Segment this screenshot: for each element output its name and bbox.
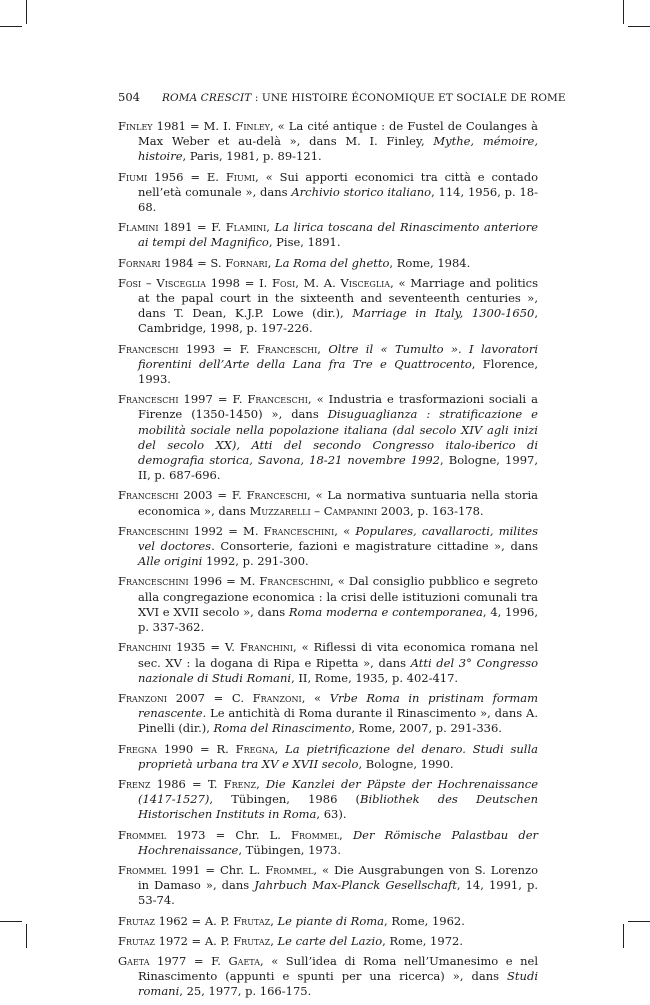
entry-text: , « Dal consiglio pubblico e segreto alla congregazione economica : la crisi delle istituzioni comunali tra XVI e XVII secolo », dans [138,574,538,619]
entry-text: , « La normativa suntuaria nella storia economica », dans [138,488,538,518]
author-name: Franzoni [252,690,302,705]
crop-mark [26,924,27,948]
bibliography-entry [118,934,538,949]
entry-text: , 4, 1996, p. 337-362. [138,604,538,635]
entry-text: , [266,220,275,235]
work-title: Marriage in Italy, 1300-1650 [352,306,535,321]
entry-text: 1981 = M. I. [152,119,236,133]
author-name: Franceschini [263,523,335,538]
author-name: Franchini [118,640,172,655]
author-name: Fiumi [118,169,148,184]
work-title: La lirica toscana del Rinascimento anteriore ai tempi del Magnifico [138,220,539,250]
entry-text: , Tübingen, 1986 ( [209,792,361,807]
running-title [162,92,566,104]
entry-text: , Paris, 1981, p. 89-121. [182,149,322,164]
crop-mark [628,921,650,922]
crop-mark [26,0,27,24]
work-title: Oltre il « Tumulto ». I lavoratori fiorentini dell’Arte della Lana fra Tre e Quattrocento [138,341,539,371]
entry-text: , « [301,690,330,705]
work-title: Bibliothek des Deutschen Historischen Instituts in Roma [138,792,538,822]
work-title: Alle origini [138,554,203,569]
entry-text: , [267,255,276,270]
author-name: Franceschi [256,341,318,356]
bibliography-list [118,119,538,1005]
work-title: Atti del 3° Congresso nazionale di Studi Romani [138,655,538,685]
work-title: Roma moderna e contemporanea [288,604,483,619]
bibliography-entry [118,914,538,929]
work-title: Jahrbuch Max-Planck Gesellschaft [254,878,457,893]
running-title-italic: ROMA CRESCIT [162,92,252,104]
entry-text: , 14, 1991, p. 53-74. [138,878,538,908]
entry-text: , « Marriage and politics at the papal court in the sixteenth and seventeenth centuries », dans T. Dean, K.J.P. Lowe (dir.), [138,275,538,321]
entry-text: , [317,341,329,356]
bibliography-entry [118,220,538,250]
bibliography-entry [118,828,538,858]
work-title: Vrbe Roma in pristinam formam renascente [138,690,538,721]
author-name: Muzzarelli – Campanini [249,503,378,518]
author-name: Gaeta [228,953,260,968]
entry-text: , [274,741,286,756]
author-name: Fregna [118,741,158,756]
entry-text: , « Sui apporti economici tra città e contado nell’età comunale », dans [138,169,539,199]
entry-text: 1992 = M. [188,523,264,538]
entry-text: , « Riflessi di vita economica romana nel sec. XV : la dogana di Ripa e Ripetta », dans [138,640,539,670]
author-name: Franceschi [247,392,308,407]
bibliography-entry [118,640,538,686]
entry-text: , « Die Ausgrabungen von S. Lorenzo in Damaso », dans [138,862,538,893]
entry-text: , [270,933,278,948]
entry-text: , Rome, 1984. [389,255,471,270]
work-title: La pietrificazione del denaro. Studi sulla proprietà urbana tra XV e XVII secolo [138,741,539,771]
entry-text: . Consorterie, fazioni e magistrature cittadine », dans [211,539,538,554]
entry-text: , « Sull’idea di Roma nell’Umanesimo e nel Rinascimento (appunti e spunti per una ricerca) », dans [138,953,539,984]
running-title-rest: : UNE HISTOIRE ÉCONOMIQUE ET SOCIALE DE ROME [251,92,566,104]
author-name: Fornari [118,255,161,270]
bibliography-entry [118,742,538,772]
work-title: Roma del Rinascimento [213,721,352,736]
entry-text: , II, Rome, 1935, p. 402-417. [291,670,459,685]
entry-text: , Rome, 1972. [382,933,463,948]
entry-text: 1891 = F. [158,220,226,235]
author-name: Fregna [235,741,275,756]
bibliography-entry [118,691,538,737]
entry-text: 1972 = A. P. [154,933,234,948]
entry-text: 2003 = F. [178,488,247,503]
entry-text: , Florence, 1993. [138,356,538,387]
crop-mark [0,921,22,922]
entry-text: 2007 = C. [167,690,253,705]
entry-text: 1993 = F. [178,341,257,356]
entry-text: 1956 = E. [147,169,226,184]
running-header [118,90,566,105]
author-name: Frutaz [118,913,155,928]
author-name: Frutaz [233,913,271,928]
author-name: Fiumi [225,169,256,184]
author-name: Fosi [272,275,296,290]
author-name: Frutaz [233,933,271,948]
author-name: Franchini [239,640,294,655]
entry-text: , Bologne, 1990. [358,756,454,771]
entry-text: , 114, 1956, p. 18-68. [138,184,539,215]
author-name: Franceschini [118,574,189,589]
entry-text: , Bologne, 1997, II, p. 687-696. [138,453,538,483]
entry-text: 1935 = V. [171,640,240,655]
bibliography-entry [118,954,538,1000]
entry-text: 1990 = R. [157,741,236,756]
bibliography-entry [118,574,538,635]
crop-mark [623,0,624,24]
bibliography-entry [118,488,538,518]
work-title: Studi romani [138,969,538,999]
entry-text: , 63). [316,807,347,822]
entry-text: 1962 = A. P. [154,913,234,928]
entry-text: 1991 = Chr. L. [166,862,266,877]
author-name: Frommel [265,862,314,877]
author-name: Franzoni [118,690,168,705]
work-title: Disuguaglianza : stratificazione e mobilità sociale nella popolazione italiana (dal secolo XIV agli inizi del secolo XX), Atti del secondo Congresso italo-iberico di demografia storica, Savona, 18-21 novembre 1992 [138,407,538,468]
author-name: Franceschi [118,488,179,503]
bibliography-entry [118,170,538,216]
author-name: Franceschini [259,574,331,589]
entry-text: 1998 = I. [205,275,273,290]
work-title: Die Kanzlei der Päpste der Hochrenaissance (1417-1527) [138,776,539,807]
author-name: Gaeta [118,953,150,968]
work-title: Le piante di Roma [277,913,385,928]
entry-text: , « La cité antique : de Fustel de Coulanges à Max Weber et au-delà », dans M. I. Finley, [138,119,538,149]
entry-text: 1984 = S. [160,255,226,270]
author-name: Visceglia [340,275,391,290]
author-name: Frommel [291,827,340,842]
entry-text: , Rome, 1962. [384,913,465,928]
entry-text: , [256,776,266,791]
entry-text: , « Industria e trasformazioni sociali a Firenze (1350-1450) », dans [138,392,538,422]
crop-mark [0,26,22,27]
entry-text: , [270,913,278,928]
author-name: Frommel [118,862,167,877]
author-name: Frutaz [118,933,155,948]
bibliography-entry [118,256,538,271]
author-name: Franceschini [118,523,189,538]
entry-text: 1977 = F. [149,953,229,968]
entry-text: , Cambridge, 1998, p. 197-226. [138,306,538,336]
author-name: Frenz [223,776,257,791]
author-name: Franceschi [118,392,179,407]
author-name: Franceschi [246,488,308,503]
entry-text: , [339,827,353,842]
work-title: Archivio storico italiano [291,184,432,199]
bibliography-entry [118,342,538,388]
author-name: Frommel [118,827,167,842]
work-title: Der Römische Palastbau der Hochrenaissance [138,827,539,857]
bibliography-entry [118,777,538,823]
entry-text: 1973 = Chr. L. [166,827,292,842]
entry-text: . Le antichità di Roma durante il Rinascimento », dans A. Pinelli (dir.), [138,706,538,736]
crop-mark [623,924,624,948]
entry-text: 2003, p. 163-178. [377,503,484,518]
author-name: Fornari [225,255,268,270]
author-name: Fosi – Visceglia [118,275,206,290]
entry-text: , Pise, 1891. [268,235,341,250]
bibliography-entry [118,119,538,165]
work-title: Le carte del Lazio [277,933,383,948]
bibliography-entry [118,863,538,909]
author-name: Frenz [118,776,151,791]
bibliography-entry [118,392,538,483]
author-name: Flamini [225,220,267,235]
entry-text: 1997 = F. [178,392,248,407]
author-name: Finley [118,119,153,133]
bibliography-entry [118,524,538,570]
entry-text: , M. A. [295,275,341,290]
crop-mark [628,26,650,27]
work-title: Mythe, mémoire, histoire [138,134,538,164]
entry-text: , Rome, 2007, p. 291-336. [351,721,502,736]
bibliography-entry [118,276,538,337]
work-title: Populares, cavallarocti, milites vel doctores [138,523,538,554]
entry-text: 1992, p. 291-300. [202,554,309,569]
author-name: Flamini [118,220,159,235]
page-number: 504 [118,90,140,104]
entry-text: , Tübingen, 1973. [238,842,342,857]
author-name: Finley [235,119,270,133]
entry-text: 1986 = T. [150,776,224,791]
entry-text: 1996 = M. [188,574,260,589]
entry-text: , 25, 1977, p. 166-175. [179,984,312,999]
work-title: La Roma del ghetto [275,255,390,270]
author-name: Franceschi [118,341,179,356]
entry-text: , « [334,523,356,538]
